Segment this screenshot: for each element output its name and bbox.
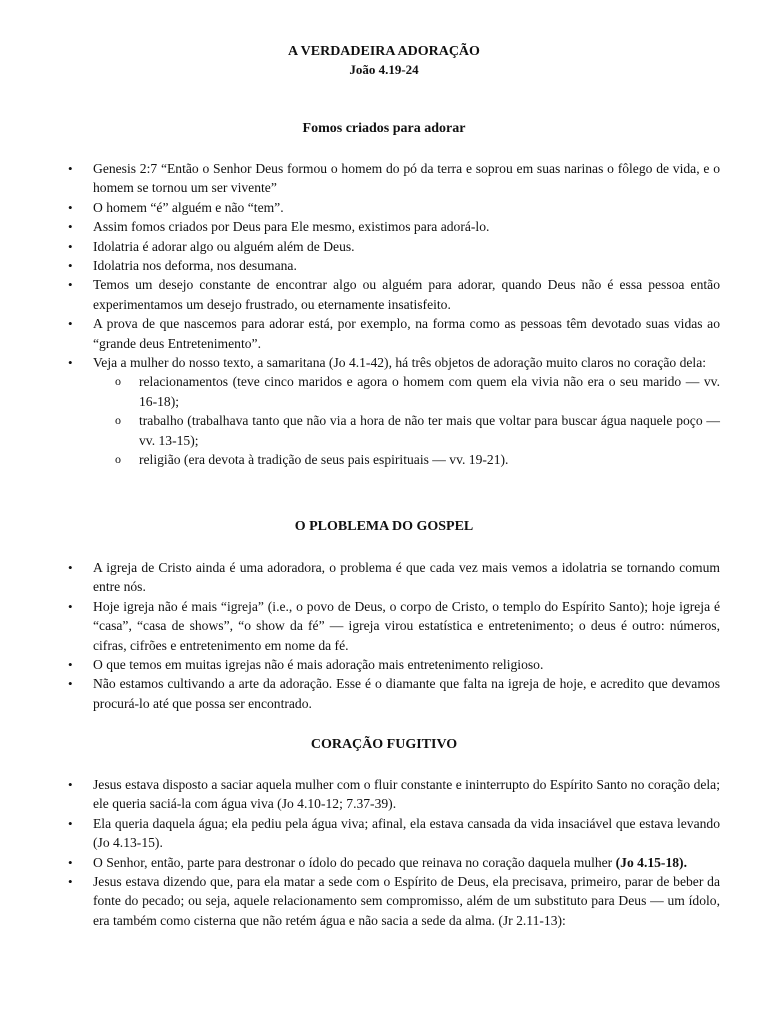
list-item: • Assim fomos criados por Deus para Ele mesmo, existimos para adorá-lo.: [0, 217, 768, 236]
circle-bullet-icon: o: [115, 413, 121, 428]
bullet-icon: •: [68, 219, 73, 235]
bullet-icon: •: [68, 657, 73, 673]
bullet-icon: •: [68, 355, 73, 371]
sub-list-item: o relacionamentos (teve cinco maridos e agora o homem com quem ela vivia não era o seu marido — vv. 16-18);: [115, 374, 720, 409]
list-item: • Jesus estava dizendo que, para ela matar a sede com o Espírito de Deus, ela precisava, primeiro, parar de beber da fonte do pecado; ou seja, aquele relacionamento sem compromisso, além de um substituto para Deus — um ídolo, era também como cisterna que não retém água e não sacia a sede da alma. (Jr 2.11-13):: [68, 874, 720, 928]
bullet-icon: •: [68, 316, 73, 332]
list-item: • O que temos em muitas igrejas não é mais adoração mais entretenimento religioso.: [0, 655, 768, 674]
list-item: • A igreja de Cristo ainda é uma adoradora, o problema é que cada vez mais vemos a idolatria se tornando comum entre nós.: [68, 560, 720, 595]
list-item: • Genesis 2:7 “Então o Senhor Deus formou o homem do pó da terra e soprou em suas narinas o fôlego de vida, e o homem se tornou um ser vivente”: [68, 161, 720, 196]
section-heading-2: O PLOBLEMA DO GOSPEL: [294, 519, 474, 534]
bullet-icon: •: [68, 676, 73, 692]
list-item: • O Senhor, então, parte para destronar o ídolo do pecado que reinava no coração daquela mulher (Jo 4.15-18).: [0, 853, 768, 872]
document-subtitle: João 4.19-24: [349, 62, 419, 77]
list-item: • O homem “é” alguém e não “tem”.: [0, 198, 768, 217]
list-item: • Temos um desejo constante de encontrar algo ou alguém para adorar, quando Deus não é essa pessoa então experimentamos um desejo frustrado, ou eternamente insatisfeito.: [68, 277, 720, 312]
list-item: • Hoje igreja não é mais “igreja” (i.e., o povo de Deus, o corpo de Cristo, o templo do Espírito Santo); hoje igreja é “casa”, “casa de shows”, “o show da fé” — igreja virou estatística e entretenimento; o deus é outro: números, cifras, cifrões e entretenimento em nome da fé.: [68, 598, 720, 653]
bullet-icon: •: [68, 815, 73, 831]
list-item: • A prova de que nascemos para adorar está, por exemplo, na forma como as pessoas têm devotado suas vidas ao “grande deus Entretenimento”.: [68, 316, 720, 351]
document-title: A VERDADEIRA ADORAÇÃO: [288, 44, 480, 59]
bullet-icon: •: [68, 874, 73, 890]
section-1-list: [0, 159, 768, 470]
section-3-list: [0, 775, 768, 930]
sub-list-item: o trabalho (trabalhava tanto que não via a hora de não ter mais que voltar para buscar água naquele poço — vv. 13-15);: [115, 413, 720, 448]
list-item: • Veja a mulher do nosso texto, a samaritana (Jo 4.1-42), há três objetos de adoração muito claros no coração dela: o relacionamentos (teve cinco maridos e agora o homem com quem ela vivia não era o seu marido — vv. 16-18); o trabalho (trabalhava tanto que não via a hora de não ter mais que voltar para buscar água naquele poço — vv. 13-15); o religião (era devota à tradição de seus pais espirituais — vv. 19-21).: [0, 353, 768, 469]
sub-list-item: o religião (era devota à tradição de seus pais espirituais — vv. 19-21).: [93, 450, 720, 469]
bullet-icon: •: [68, 560, 73, 575]
circle-bullet-icon: o: [115, 374, 121, 389]
list-item: • Idolatria é adorar algo ou alguém além de Deus.: [0, 237, 768, 256]
list-item: • Não estamos cultivando a arte da adoração. Esse é o diamante que falta na igreja de hoje, e acredito que devamos procurá-lo até que possa ser encontrado.: [68, 676, 720, 711]
sub-list: [93, 372, 720, 469]
bullet-icon: •: [68, 598, 73, 614]
section-2-list: [0, 558, 768, 713]
section-heading-1: Fomos criados para adorar: [302, 121, 466, 136]
bullet-icon: •: [68, 277, 73, 293]
bullet-icon: •: [68, 238, 73, 254]
list-item: • Ela queria daquela água; ela pediu pela água viva; afinal, ela estava cansada da vida insaciável que estava levando (Jo 4.13-15).: [68, 815, 720, 851]
circle-bullet-icon: o: [115, 452, 121, 467]
bullet-icon: •: [68, 199, 73, 215]
bullet-icon: •: [68, 854, 73, 870]
bullet-icon: •: [68, 161, 73, 176]
list-item: • Jesus estava disposto a saciar aquela mulher com o fluir constante e ininterrupto do Espírito Santo no coração dela; ele queria saciá-la com água viva (Jo 4.10-12; 7.37-39).: [68, 777, 720, 812]
bullet-icon: •: [68, 777, 73, 792]
section-heading-3: CORAÇÃO FUGITIVO: [310, 737, 458, 752]
bible-reference: (Jo 4.15-18).: [615, 854, 687, 870]
list-item: • Idolatria nos deforma, nos desumana.: [0, 256, 768, 275]
bullet-icon: •: [68, 258, 73, 274]
